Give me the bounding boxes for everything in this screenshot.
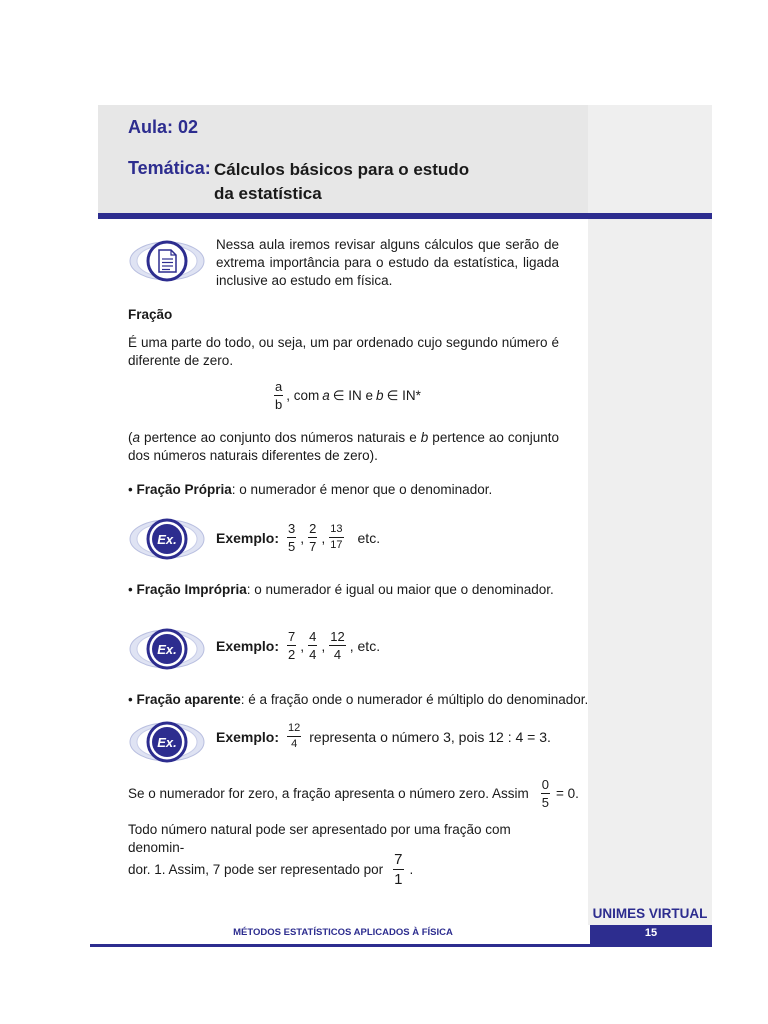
- bullet-dot: •: [128, 482, 133, 497]
- brand-label: UNIMES VIRTUAL: [592, 906, 708, 921]
- desc-aparente: : é a fração onde o numerador é múltiplo do denominador.: [240, 692, 589, 707]
- numerator: 2: [309, 521, 317, 536]
- zero-tail: = 0.: [555, 786, 579, 801]
- numerator: 13: [329, 524, 343, 538]
- denominator: 2: [288, 647, 296, 662]
- zero-numerator-paragraph: [128, 778, 579, 809]
- example-propria: [216, 522, 380, 553]
- intro-paragraph: Nessa aula iremos revisar alguns cálculos que serão de extrema importância para o estudo da estatística, ligada inclusive ao estudo em física.: [216, 237, 559, 288]
- example-tail: , etc.: [349, 637, 381, 654]
- formula-text-in-star: ∈ IN*: [386, 387, 421, 403]
- fraction-3-5: [287, 522, 296, 553]
- denominator: 5: [541, 795, 549, 810]
- theme-title-line1: Cálculos básicos para o estudo: [214, 160, 470, 179]
- example-tail: etc.: [357, 529, 381, 546]
- bullet-fracao-propria: [128, 481, 492, 499]
- formula-denominator: b: [275, 397, 283, 412]
- bullet-dot: •: [128, 692, 133, 707]
- fraction-12-4: [287, 723, 301, 750]
- example-aparente: [216, 723, 551, 750]
- denominator: 7: [309, 539, 317, 554]
- numerator: 12: [287, 723, 301, 737]
- term-impropria: Fração Imprópria: [136, 582, 247, 597]
- bullet-fracao-aparente: [128, 691, 588, 709]
- document-icon: [128, 239, 206, 283]
- fraction-7-1: [393, 852, 403, 887]
- natural-paragraph-line2: [128, 852, 413, 887]
- formula-var-b: b: [376, 388, 384, 403]
- numerator: 7: [394, 851, 403, 868]
- note-open-paren: (: [128, 430, 133, 445]
- formula-fraction: [274, 380, 283, 411]
- fraction-formula: [274, 380, 421, 411]
- separator: ,: [321, 637, 326, 654]
- note-mid-text: pertence ao conjunto dos números naturais e: [140, 430, 421, 445]
- example-impropria: [216, 630, 380, 661]
- bullet-dot: •: [128, 582, 133, 597]
- page-number: 15: [644, 927, 658, 939]
- ex-icon: [128, 517, 206, 561]
- right-sidebar-panel: [588, 105, 712, 925]
- separator: ,: [300, 637, 305, 654]
- zero-text: Se o numerador for zero, a fração apresenta o número zero. Assim: [128, 786, 529, 801]
- note-var-b: b: [420, 430, 429, 445]
- denominator: 1: [394, 871, 403, 888]
- fraction-4-4: [308, 630, 317, 661]
- numerator: 3: [288, 521, 296, 536]
- header-divider: [98, 213, 712, 219]
- ex-icon: [128, 627, 206, 671]
- bullet-fracao-impropria: [128, 581, 554, 599]
- theme-title-line2: da estatística: [214, 184, 322, 203]
- denominator: 4: [333, 647, 342, 662]
- numerator: 7: [288, 629, 296, 644]
- desc-impropria: : o numerador é igual ou maior que o denominador.: [246, 582, 554, 597]
- section-heading-fracao: Fração: [128, 307, 173, 322]
- numerator: 12: [330, 629, 345, 644]
- natural-tail: .: [409, 862, 414, 877]
- theme-label: Temática:: [128, 158, 211, 178]
- example-label: Exemplo:: [216, 529, 280, 546]
- example-label: Exemplo:: [216, 728, 280, 745]
- fracao-note: [128, 429, 559, 465]
- desc-propria: : o numerador é menor que o denominador.: [231, 482, 493, 497]
- fraction-0-5: [541, 778, 550, 809]
- formula-text-in: ∈ IN e: [332, 387, 374, 403]
- footer-course-title: MÉTODOS ESTATÍSTICOS APLICADOS À FÍSICA: [233, 927, 453, 938]
- svg-text:Ex.: Ex.: [157, 642, 177, 657]
- note-end-text: pertence ao conjunto dos números naturais diferentes de zero).: [128, 430, 559, 463]
- lesson-number: Aula: 02: [128, 117, 199, 137]
- fraction-13-17: [329, 524, 343, 551]
- denominator: 4: [291, 738, 298, 750]
- natural-paragraph-line1: Todo número natural pode ser apresentado por uma fração com denomin-: [128, 822, 511, 855]
- separator: ,: [321, 529, 326, 546]
- footer-divider: [90, 944, 712, 947]
- note-var-a: a: [132, 430, 141, 445]
- formula-var-a: a: [322, 388, 330, 403]
- formula-numerator: a: [275, 379, 283, 394]
- svg-text:Ex.: Ex.: [157, 735, 177, 750]
- ex-icon: [128, 720, 206, 764]
- numerator: 4: [309, 629, 317, 644]
- denominator: 4: [309, 647, 317, 662]
- fraction-2-7: [308, 522, 317, 553]
- formula-text-com: , com: [286, 388, 320, 403]
- fracao-definition: É uma parte do todo, ou seja, um par ordenado cujo segundo número é diferente de zero.: [128, 335, 559, 368]
- denominator: 5: [288, 539, 296, 554]
- natural-text: dor. 1. Assim, 7 pode ser representado por: [128, 862, 384, 877]
- term-propria: Fração Própria: [136, 482, 232, 497]
- numerator: 0: [541, 777, 549, 792]
- term-aparente: Fração aparente: [136, 692, 241, 707]
- fraction-7-2: [287, 630, 296, 661]
- example-tail: representa o número 3, pois 12 : 4 = 3.: [309, 728, 551, 745]
- svg-text:Ex.: Ex.: [157, 532, 177, 547]
- separator: ,: [300, 529, 305, 546]
- fraction-12-4: [329, 630, 345, 661]
- theme-title: [214, 158, 514, 206]
- denominator: 17: [330, 539, 343, 551]
- example-label: Exemplo:: [216, 637, 280, 654]
